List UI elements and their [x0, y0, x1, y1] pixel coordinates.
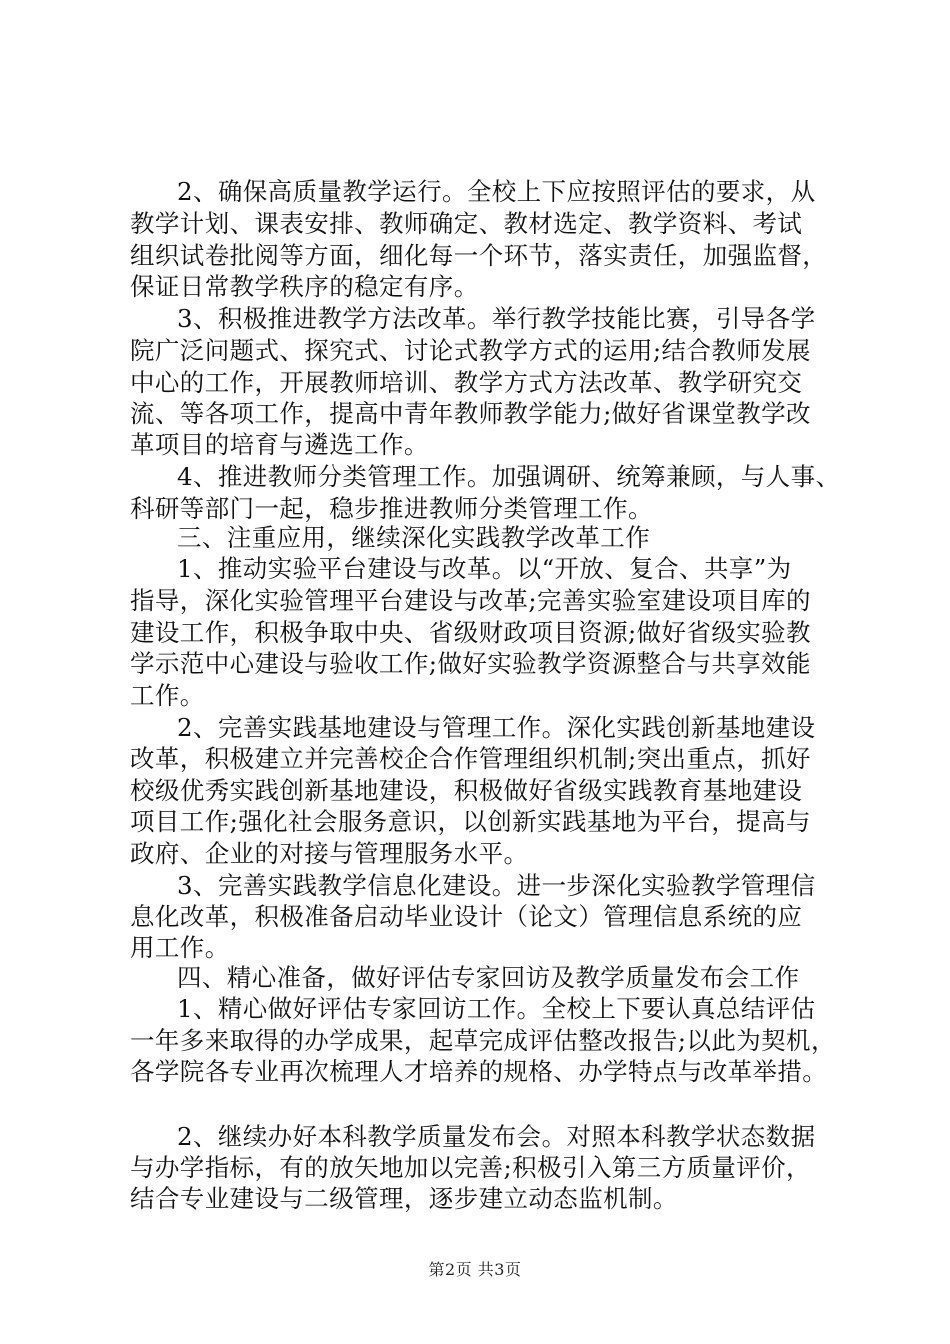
paragraph-line: 用工作。: [130, 933, 230, 962]
paragraph-line: 结合专业建设与二级管理，逐步建立动态监机制。: [130, 1184, 678, 1213]
paragraph-line: 与办学指标，有的放矢地加以完善;积极引入第三方质量评价，: [130, 1153, 811, 1182]
section-heading: 四、精心准备，做好评估专家回访及教学质量发布会工作: [177, 963, 800, 992]
paragraph-line: 项目工作;强化社会服务意识，以创新实践基地为平台，提高与: [130, 807, 811, 836]
paragraph-line: 保证日常教学秩序的稳定有序。: [130, 272, 479, 301]
paragraph-line: 各学院各专业再次梳理人才培养的规格、办学特点与改革举措。: [130, 1057, 828, 1086]
paragraph-line: 3、完善实践教学信息化建设。进一步深化实验教学管理信: [177, 871, 816, 900]
paragraph-line: 组织试卷批阅等方面，细化每一个环节，落实责任，加强监督，: [130, 241, 828, 270]
paragraph-line: 建设工作，积极争取中央、省级财政项目资源;做好省级实验教: [130, 618, 811, 647]
paragraph-line: 2、完善实践基地建设与管理工作。深化实践创新基地建设: [177, 713, 816, 742]
paragraph-line: 革项目的培育与遴选工作。: [130, 430, 429, 459]
paragraph-line: 3、积极推进教学方法改革。举行教学技能比赛，引导各学: [177, 304, 816, 333]
paragraph-line: 政府、企业的对接与管理服务水平。: [130, 839, 529, 868]
paragraph-line: 1、推动实验平台建设与改革。以“开放、复合、共享”为: [177, 554, 792, 583]
paragraph-line: 工作。: [130, 681, 205, 710]
paragraph-line: 院广泛问题式、探究式、讨论式教学方式的运用;结合教师发展: [130, 336, 811, 365]
paragraph-line: 科研等部门一起，稳步推进教师分类管理工作。: [130, 494, 653, 523]
paragraph-line: 校级优秀实践创新基地建设，积极做好省级实践教育基地建设: [130, 776, 803, 805]
paragraph-line: 2、继续办好本科教学质量发布会。对照本科教学状态数据: [177, 1122, 816, 1151]
paragraph-line: 2、确保高质量教学运行。全校上下应按照评估的要求，从: [177, 177, 816, 206]
paragraph-line: 中心的工作，开展教师培训、教学方式方法改革、教学研究交: [130, 368, 803, 397]
paragraph-line: 改革，积极建立并完善校企合作管理组织机制;突出重点，抓好: [130, 744, 811, 773]
paragraph-line: 1、精心做好评估专家回访工作。全校上下要认真总结评估: [177, 994, 816, 1023]
section-heading: 三、注重应用，继续深化实践教学改革工作: [177, 523, 651, 552]
paragraph-line: 教学计划、课表安排、教师确定、教材选定、教学资料、考试: [130, 209, 803, 238]
paragraph-line: 4、推进教师分类管理工作。加强调研、统筹兼顾，与人事、: [177, 462, 841, 491]
paragraph-line: 指导，深化实验管理平台建设与改革;完善实验室建设项目库的: [130, 586, 811, 615]
paragraph-line: 流、等各项工作，提高中青年教师教学能力;做好省课堂教学改: [130, 399, 811, 428]
paragraph-line: 息化改革，积极准备启动毕业设计（论文）管理信息系统的应: [130, 902, 803, 931]
paragraph-line: 一年多来取得的办学成果，起草完成评估整改报告;以此为契机，: [130, 1026, 836, 1055]
page-number-footer: 第2页 共3页: [428, 1260, 522, 1279]
paragraph-line: 学示范中心建设与验收工作;做好实验教学资源整合与共享效能: [130, 649, 811, 678]
